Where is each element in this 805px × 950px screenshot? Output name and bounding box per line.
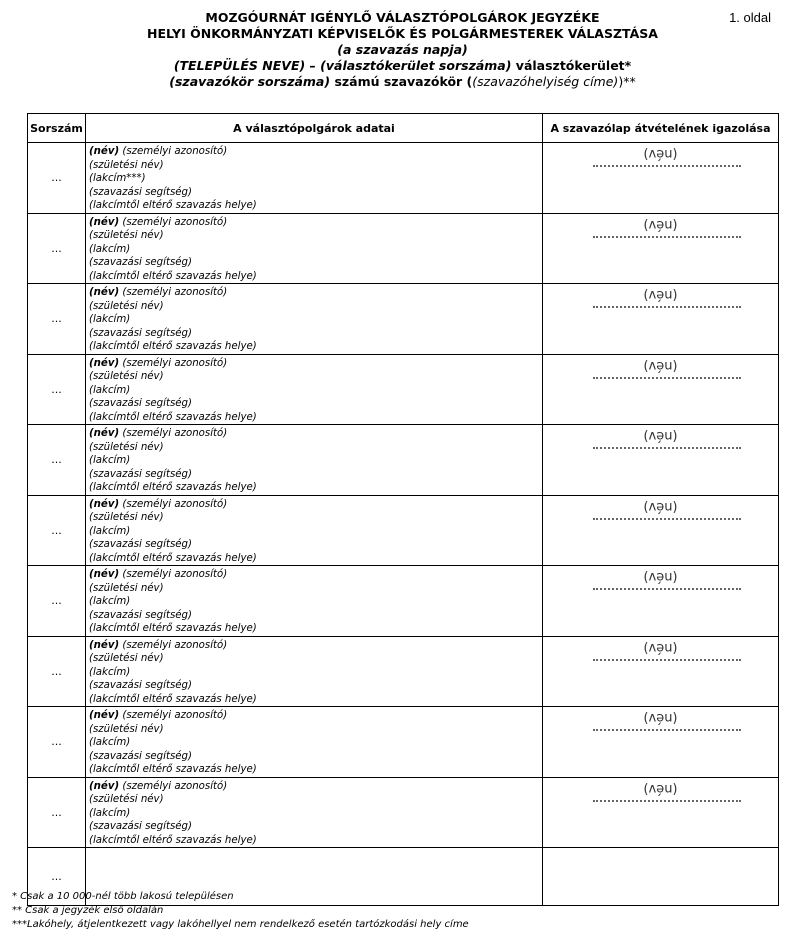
signature-cell bbox=[543, 143, 779, 214]
signature-name-upside-down: (név) bbox=[643, 216, 678, 232]
voter-name-line bbox=[89, 427, 542, 441]
voter-address: (lakcím) bbox=[89, 666, 131, 678]
voter-id: (személyi azonosító) bbox=[119, 428, 228, 439]
alternate-voting-place: (lakcímtől eltérő szavazás helye) bbox=[89, 834, 257, 846]
voter-data-cell bbox=[86, 495, 543, 566]
voter-name-line bbox=[89, 498, 542, 512]
signature-cell bbox=[543, 213, 779, 284]
signature-line bbox=[593, 588, 741, 590]
voter-birth-name: (születési név) bbox=[89, 441, 164, 453]
voter-data-cell bbox=[86, 425, 543, 496]
voter-name-line bbox=[89, 286, 542, 300]
voter-birth-name: (születési név) bbox=[89, 300, 164, 312]
voter-name-line bbox=[89, 357, 542, 371]
voting-assistance: (szavazási segítség) bbox=[89, 821, 192, 832]
district-placeholder: (TELEPÜLÉS NEVE) – (választókerület sorszáma) bbox=[173, 58, 512, 73]
station-close: )** bbox=[618, 74, 636, 89]
signature-cell bbox=[543, 284, 779, 355]
voter-data-cell bbox=[86, 213, 543, 284]
footnotes bbox=[12, 890, 469, 932]
voter-address: (lakcím) bbox=[89, 384, 131, 396]
voting-assistance: (szavazási segítség) bbox=[89, 327, 192, 339]
title-line-1: MOZGÓURNÁT IGÉNYLŐ VÁLASZTÓPOLGÁROK JEGYZÉKE bbox=[205, 10, 600, 25]
voter-name-line bbox=[89, 568, 542, 582]
column-header-voter-data: A választópolgárok adatai bbox=[86, 114, 543, 143]
footnote-1: * Csak a 10 000-nél több lakosú településen bbox=[12, 891, 234, 902]
voter-name: (név) bbox=[89, 639, 120, 651]
title-line-2: HELYI ÖNKORMÁNYZATI KÉPVISELŐK ÉS POLGÁRMESTEREK VÁLASZTÁSA bbox=[147, 26, 658, 41]
voter-id: (személyi azonosító) bbox=[119, 639, 228, 651]
signature-line bbox=[593, 518, 741, 520]
voter-name: (név) bbox=[89, 428, 120, 439]
row-number: ... bbox=[28, 707, 86, 778]
table-row bbox=[28, 213, 779, 284]
alternate-voting-place: (lakcímtől eltérő szavazás helye) bbox=[89, 270, 257, 282]
voter-data-cell bbox=[86, 566, 543, 637]
district-line bbox=[0, 58, 805, 74]
voter-name: (név) bbox=[89, 216, 120, 228]
voter-address: (lakcím) bbox=[89, 314, 131, 325]
column-header-number: Sorszám bbox=[28, 114, 86, 143]
row-number: ... bbox=[28, 566, 86, 637]
signature-name-upside-down: (név) bbox=[643, 146, 678, 161]
signature-cell bbox=[543, 566, 779, 637]
voter-birth-name: (születési név) bbox=[89, 582, 164, 594]
table-row bbox=[28, 707, 779, 778]
voting-assistance: (szavazási segítség) bbox=[89, 680, 192, 691]
station-address-placeholder: (szavazóhelyiség címe) bbox=[472, 74, 619, 89]
signature-line bbox=[593, 236, 741, 238]
voting-assistance: (szavazási segítség) bbox=[89, 539, 192, 550]
election-date-line: (a szavazás napja) bbox=[337, 42, 468, 57]
signature-line bbox=[593, 306, 741, 308]
alternate-voting-place: (lakcímtől eltérő szavazás helye) bbox=[89, 482, 257, 493]
voter-address: (lakcím) bbox=[89, 807, 131, 819]
row-number: ... bbox=[28, 495, 86, 566]
voter-birth-name: (születési név) bbox=[89, 653, 164, 664]
voting-assistance: (szavazási segítség) bbox=[89, 750, 192, 762]
voter-name-line bbox=[89, 145, 542, 159]
voter-address: (lakcím***) bbox=[89, 173, 146, 184]
signature-name-upside-down: (név) bbox=[643, 710, 678, 725]
table-header-row bbox=[28, 114, 779, 143]
voter-birth-name: (születési név) bbox=[89, 230, 164, 241]
voter-birth-name: (születési név) bbox=[89, 371, 164, 382]
voter-name-line bbox=[89, 709, 542, 723]
voter-name: (név) bbox=[89, 710, 120, 721]
row-number: ... bbox=[28, 213, 86, 284]
voter-address: (lakcím) bbox=[89, 596, 131, 607]
voting-assistance: (szavazási segítség) bbox=[89, 257, 192, 268]
signature-cell bbox=[543, 354, 779, 425]
signature-line bbox=[593, 447, 741, 449]
signature-name-upside-down: (név) bbox=[643, 498, 678, 514]
document-header bbox=[0, 10, 805, 90]
voter-data-cell bbox=[86, 707, 543, 778]
voter-id: (személyi azonosító) bbox=[119, 146, 228, 157]
table-row bbox=[28, 425, 779, 496]
voter-address: (lakcím) bbox=[89, 243, 131, 255]
signature-line bbox=[593, 165, 741, 167]
signature-name-upside-down: (név) bbox=[643, 428, 678, 443]
district-suffix: választókerület* bbox=[511, 58, 632, 73]
row-number: ... bbox=[28, 777, 86, 848]
alternate-voting-place: (lakcímtől eltérő szavazás helye) bbox=[89, 693, 257, 705]
voting-assistance: (szavazási segítség) bbox=[89, 468, 192, 480]
voter-id: (személyi azonosító) bbox=[119, 216, 228, 228]
signature-cell bbox=[543, 636, 779, 707]
row-number: ... bbox=[28, 848, 86, 906]
voter-name: (név) bbox=[89, 146, 120, 157]
footnote-2: ** Csak a jegyzék első oldalán bbox=[12, 905, 164, 916]
voting-assistance: (szavazási segítség) bbox=[89, 609, 192, 621]
voter-name-line bbox=[89, 780, 542, 794]
table-row bbox=[28, 566, 779, 637]
column-header-receipt: A szavazólap átvételének igazolása bbox=[543, 114, 779, 143]
signature-name-upside-down: (név) bbox=[643, 780, 678, 796]
signature-cell bbox=[543, 848, 779, 906]
voter-data-cell bbox=[86, 777, 543, 848]
voter-address: (lakcím) bbox=[89, 455, 131, 466]
voter-id: (személyi azonosító) bbox=[119, 357, 228, 369]
alternate-voting-place: (lakcímtől eltérő szavazás helye) bbox=[89, 764, 257, 775]
voter-data-cell bbox=[86, 354, 543, 425]
signature-line bbox=[593, 729, 741, 731]
voter-id: (személyi azonosító) bbox=[119, 287, 228, 298]
voter-name: (név) bbox=[89, 780, 120, 792]
signature-line bbox=[593, 800, 741, 802]
signature-cell bbox=[543, 495, 779, 566]
voter-data-cell bbox=[86, 284, 543, 355]
voter-name: (név) bbox=[89, 287, 120, 298]
row-number: ... bbox=[28, 143, 86, 214]
signature-line bbox=[593, 659, 741, 661]
station-suffix: számú szavazókör ( bbox=[330, 74, 473, 89]
voter-name-line bbox=[89, 216, 542, 230]
table-row bbox=[28, 354, 779, 425]
alternate-voting-place: (lakcímtől eltérő szavazás helye) bbox=[89, 623, 257, 634]
voter-address: (lakcím) bbox=[89, 525, 131, 537]
signature-name-upside-down: (név) bbox=[643, 569, 678, 584]
row-number: ... bbox=[28, 425, 86, 496]
table-row bbox=[28, 143, 779, 214]
table-row bbox=[28, 495, 779, 566]
station-number-placeholder: (szavazókör sorszáma) bbox=[169, 74, 331, 89]
voter-data-cell bbox=[86, 636, 543, 707]
alternate-voting-place: (lakcímtől eltérő szavazás helye) bbox=[89, 411, 257, 423]
voter-data-cell bbox=[86, 143, 543, 214]
voter-id: (személyi azonosító) bbox=[119, 710, 228, 721]
row-number: ... bbox=[28, 636, 86, 707]
voter-birth-name: (születési név) bbox=[89, 159, 164, 171]
polling-station-line bbox=[0, 74, 805, 90]
row-number: ... bbox=[28, 354, 86, 425]
voter-id: (személyi azonosító) bbox=[119, 780, 228, 792]
signature-name-upside-down: (név) bbox=[643, 357, 678, 373]
voter-id: (személyi azonosító) bbox=[119, 569, 228, 580]
voter-birth-name: (születési név) bbox=[89, 512, 164, 523]
alternate-voting-place: (lakcímtől eltérő szavazás helye) bbox=[89, 200, 257, 211]
row-number: ... bbox=[28, 284, 86, 355]
voting-assistance: (szavazási segítség) bbox=[89, 398, 192, 409]
voter-name: (név) bbox=[89, 357, 120, 369]
table-row bbox=[28, 284, 779, 355]
alternate-voting-place: (lakcímtől eltérő szavazás helye) bbox=[89, 552, 257, 564]
footnote-3: ***Lakóhely, átjelentkezett vagy lakóhellyel nem rendelkező esetén tartózkodási hely címe bbox=[12, 919, 469, 930]
voter-address: (lakcím) bbox=[89, 737, 131, 748]
signature-cell bbox=[543, 777, 779, 848]
voter-birth-name: (születési név) bbox=[89, 723, 164, 735]
table-row bbox=[28, 777, 779, 848]
table-row bbox=[28, 636, 779, 707]
signature-name-upside-down: (név) bbox=[643, 287, 678, 302]
signature-cell bbox=[543, 707, 779, 778]
voter-name-line bbox=[89, 639, 542, 653]
alternate-voting-place: (lakcímtől eltérő szavazás helye) bbox=[89, 341, 257, 352]
voter-register-table bbox=[27, 113, 779, 906]
table-body bbox=[28, 143, 779, 906]
voter-name: (név) bbox=[89, 498, 120, 510]
voter-name: (név) bbox=[89, 569, 120, 580]
voter-id: (személyi azonosító) bbox=[119, 498, 228, 510]
voting-assistance: (szavazási segítség) bbox=[89, 186, 192, 198]
signature-line bbox=[593, 377, 741, 379]
signature-cell bbox=[543, 425, 779, 496]
voter-birth-name: (születési név) bbox=[89, 794, 164, 805]
page-number: 1. oldal bbox=[729, 10, 771, 25]
signature-name-upside-down: (név) bbox=[643, 639, 678, 655]
